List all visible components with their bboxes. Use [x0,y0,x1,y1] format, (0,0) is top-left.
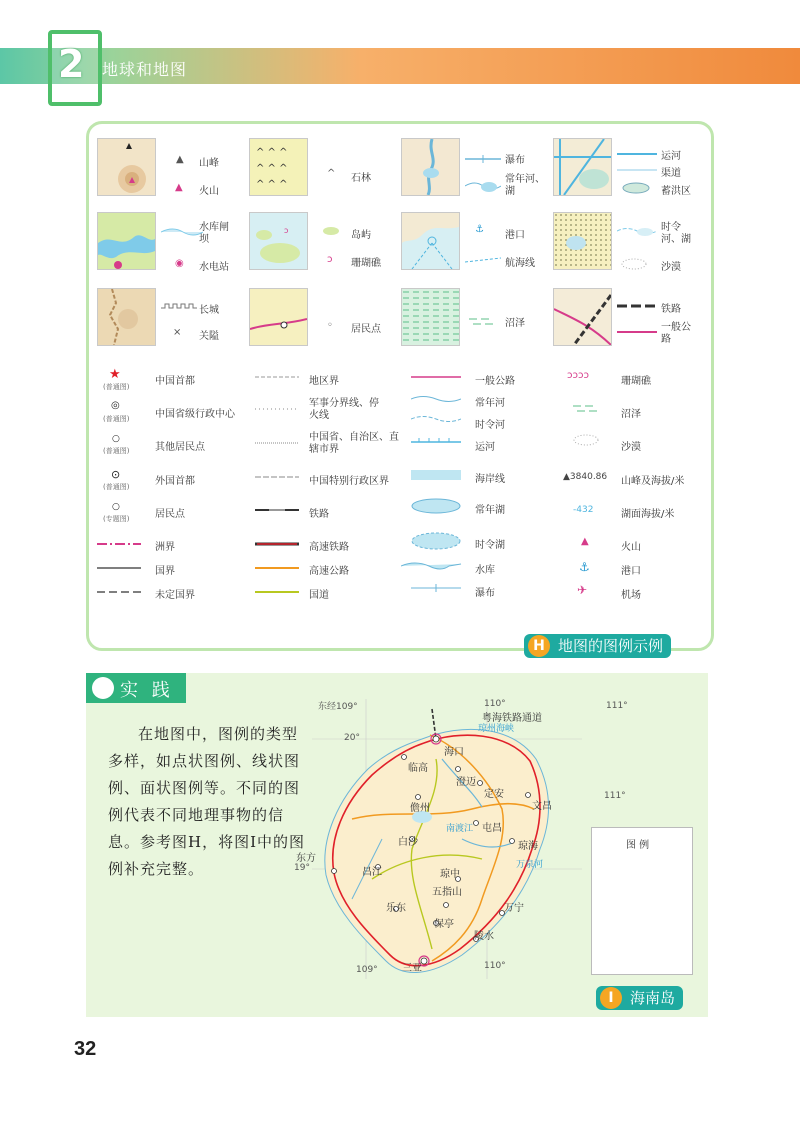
legend-label: 时令河、湖 [661,222,691,245]
thumb-port [401,212,460,270]
page-number: 32 [74,1038,97,1060]
figure-caption-i [596,986,683,1010]
legend-label: 常年湖 [475,505,505,516]
practice-section [86,673,708,1017]
longitude-label: 109° [356,965,378,975]
map-label: 琼州海峡 [478,724,515,734]
practice-tag [86,673,186,703]
place-label: 陵水 [474,931,494,942]
caption-letter: I [600,987,622,1009]
thumb-desert [553,212,612,270]
legend-label: 山峰及海拔/米 [621,476,685,487]
legend-label: 其他居民点 [155,442,205,453]
svg-text:ↄ: ↄ [284,226,289,235]
chapter-number: 2 [58,42,85,86]
place-label: 文昌 [532,801,552,812]
legend-label: 中国特别行政区界 [309,476,389,487]
longitude-label: 东经109° [318,702,358,712]
legend-label: 中国省级行政中心 [155,409,235,420]
legend-label: 地区界 [309,376,339,387]
legend-label: 沙漠 [621,442,641,453]
legend-label: 沼泽 [505,318,525,329]
legend-label: 军事分界线、停火线 [309,398,379,421]
legend-label: 运河 [661,151,681,162]
thumb-waterfall [401,138,460,196]
legend-label: 中国首都 [155,376,195,387]
legend-label: 石林 [351,173,371,184]
legend-label: 高速铁路 [309,542,349,553]
place-label: 儋州 [410,803,430,814]
legend-sub: (专题图) [103,515,130,523]
latitude-label: 20° [344,733,360,743]
svg-text:^ ^ ^: ^ ^ ^ [256,163,288,174]
legend-label: 瀑布 [505,155,525,166]
place-label: 琼中 [440,869,460,880]
legend-label: 常年河、湖 [505,174,545,197]
map-label: 粤海铁路通道 [482,713,542,724]
legend-label: 渠道 [661,168,681,179]
legend-label: 火山 [199,186,219,197]
legend-label: 外国首都 [155,476,195,487]
chapter-title: 地球和地图 [102,60,188,79]
legend-label: 航海线 [505,258,535,269]
thumb-canal [553,138,612,196]
place-label: 澄迈 [456,777,476,788]
legend-label: 一般公路 [475,376,515,387]
place-label: 三亚 [402,963,422,974]
place-label: 保亭 [434,919,454,930]
legend-label: 珊瑚礁 [621,376,651,387]
caption-text: 海南岛 [630,989,676,1007]
practice-text: 在地图中，图例的类型多样，如点状图例、线状图例、面状图例等。不同的图例代表不同地理事物的信息。参考图H，将图I中的图例补充完整。 [108,725,306,878]
legend-label: 关隘 [199,331,219,342]
legend-label: 时令湖 [475,540,505,551]
figure-caption-h [524,634,671,658]
legend-label: 未定国界 [155,590,195,601]
place-label: 万宁 [504,903,524,914]
legend-label: 长城 [199,305,219,316]
legend-label: 沼泽 [621,409,641,420]
place-label: 昌江 [362,867,382,878]
legend-label: 居民点 [155,509,185,520]
legend-label: 水库闸坝 [199,222,229,245]
legend-label: 铁路 [661,304,681,315]
legend-label: 沙漠 [661,262,681,273]
legend-sub: (普通图) [103,483,130,491]
map-legend-title: 图 例 [626,840,650,851]
caption-letter: H [528,635,550,657]
legend-label: 火山 [621,542,641,553]
legend-label: 水电站 [199,262,229,273]
longitude-label: 111° [606,701,628,711]
legend-sub: (普通图) [103,415,130,423]
legend-sub: (普通图) [103,383,130,391]
longitude-label: 111° [604,791,626,801]
legend-label: 居民点 [351,324,381,335]
place-label: 定安 [484,789,504,800]
place-label: 临高 [408,763,428,774]
svg-text:^ ^ ^: ^ ^ ^ [256,147,288,158]
longitude-label: 110° [484,699,506,709]
place-label: 东方 [296,853,316,864]
legend-label: 时令河 [475,420,505,431]
practice-icon [92,677,114,699]
legend-label: 机场 [621,590,641,601]
legend-label: 岛屿 [351,230,371,241]
caption-text: 地图的图例示例 [558,637,664,655]
chapter-number-badge [48,30,102,106]
place-label: 五指山 [432,887,462,898]
thumb-stone-forest [249,138,308,196]
legend-label: 山峰 [199,158,219,169]
thumb-island [249,212,308,270]
legend-label: 水库 [475,565,495,576]
legend-label: 蓄洪区 [661,186,691,197]
legend-label: 国道 [309,590,329,601]
legend-label: 洲界 [155,542,175,553]
longitude-label: 110° [484,961,506,971]
legend-label: 高速公路 [309,566,349,577]
legend-label: 海岸线 [475,474,505,485]
legend-label: 中国省、自治区、直辖市界 [309,432,399,455]
legend-label: 珊瑚礁 [351,258,381,269]
place-label: 屯昌 [482,823,502,834]
map-label: 南渡江 [446,824,474,834]
place-label: 琼海 [518,841,538,852]
thumb-swamp [401,288,460,346]
legend-label: 港口 [621,566,641,577]
legend-label: 一般公路 [661,322,691,345]
place-label: 白沙 [398,837,418,848]
map-label: 万泉河 [516,860,544,870]
place-label: 海口 [444,747,464,758]
practice-tag-label: 实 践 [120,680,174,701]
legend-label: 铁路 [309,509,329,520]
map-legend-box [591,827,693,975]
legend-label: 湖面海拔/米 [621,509,675,520]
thumb-mountain [97,138,156,196]
legend-label: 运河 [475,442,495,453]
lake-elevation-example: -432 [573,505,594,515]
peak-elevation-example: ▲3840.86 [563,472,608,482]
svg-text:^ ^ ^: ^ ^ ^ [256,179,288,190]
legend-label: 国界 [155,566,175,577]
place-label: 乐东 [386,903,406,914]
legend-example-panel: ▲ 山峰 ▲ 火山 ^ ^ ^ ^ ^ ^ ^ ^ ^ ^ 石林 瀑布 常年河、湖 运河 渠道 蓄洪区 水库闸坝 ◉ 水电站 ↄ 岛屿 ↄ 珊瑚礁 ⚓ 港口 航海线 时令河、湖 沙漠 长城 ⨯ 关隘 ◦ 居民点 沼泽 铁路 一般公路 ★ (普通图) 中国首都 ◎ (普通图) 中国省级行政中心 ○ (普通图) 其他居民点 ⊙ (普通图) 外国首都 ○ (专题图) 居民点 洲界 国界 未定国界 地区界 军事分界线、停火线 中国省、自治区、直辖市界 中国特别行政区界 铁路 高速铁路 高速公路 国道 一般公路 常年河 时令河 运河 海岸线 常年湖 时令湖 水库 瀑布 ↄↄↄↄ 珊瑚礁 沼泽 沙漠 ▲3840.86 山峰及海拔/米 -432 湖面海拔/米 ▲ 火山 ⚓ 港口 ✈ 机场 [86,121,714,651]
thumb-great-wall [97,288,156,346]
thumb-reservoir [97,212,156,270]
legend-label: 常年河 [475,398,505,409]
thumb-railway [553,288,612,346]
legend-label: 港口 [505,230,525,241]
latitude-label: 19° [294,863,310,873]
legend-label: 瀑布 [475,588,495,599]
legend-sub: (普通图) [103,447,130,455]
thumb-settlement [249,288,308,346]
